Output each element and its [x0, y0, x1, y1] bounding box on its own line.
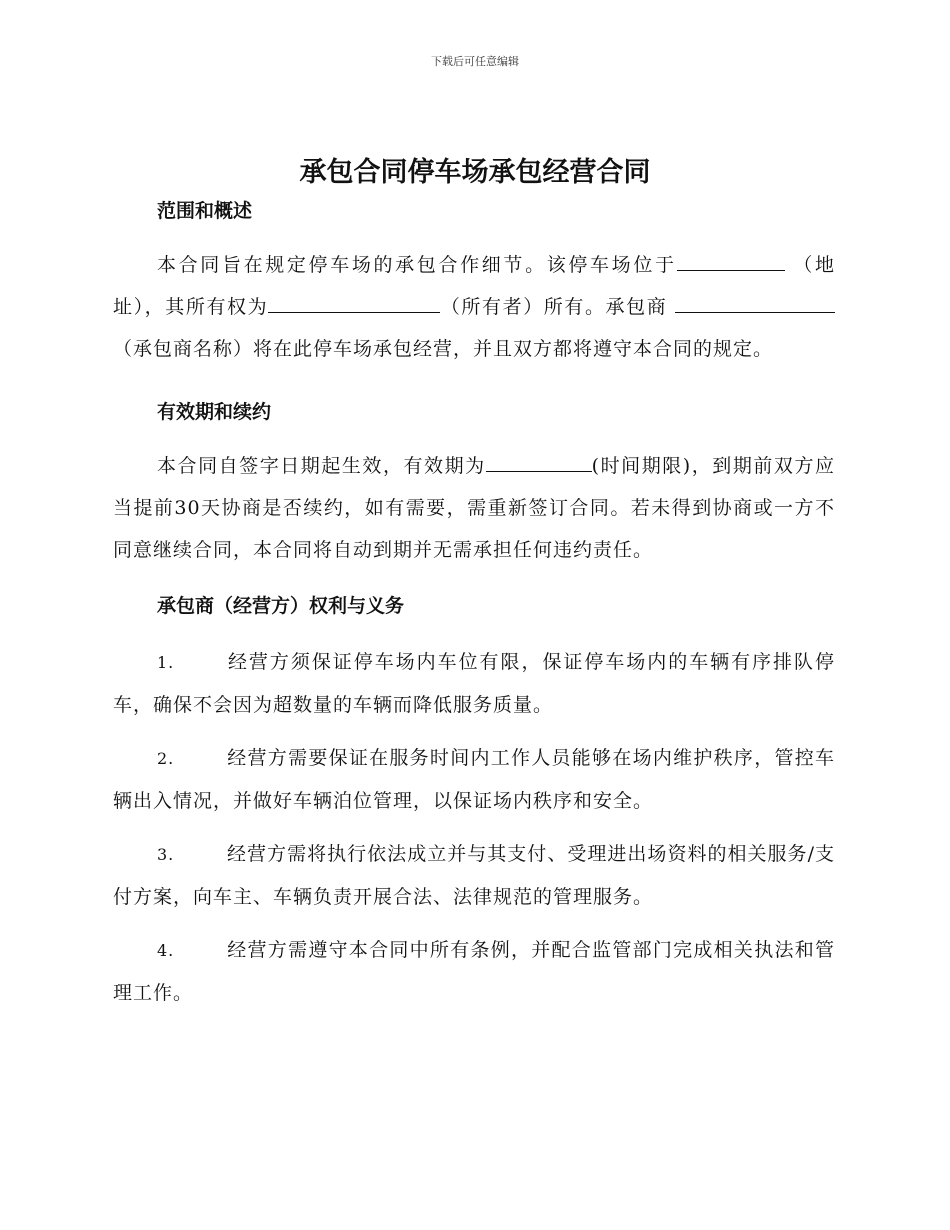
header-note: 下载后可任意编辑 — [431, 55, 519, 68]
list-item-text: 经营方须保证停车场内车位有限，保证停车场内的车辆有序排队停车，确保不会因为超数量的车辆而降低服务质量。 — [113, 651, 835, 716]
section-heading-term: 有效期和续约 — [157, 401, 272, 423]
blank-address[interactable] — [677, 248, 785, 271]
blank-contractor-name[interactable] — [675, 290, 835, 313]
list-item-text: 经营方需将执行依法成立并与其支付、受理进出场资料的相关服务/支付方案，向车主、车辆负责开展合法、法律规范的管理服务。 — [113, 843, 835, 908]
section-heading-obligations: 承包商（经营方）权利与义务 — [157, 595, 405, 617]
list-item-text: 经营方需要保证在服务时间内工作人员能够在场内维护秩序，管控车辆出入情况，并做好车辆泊位管理，以保证场内秩序和安全。 — [113, 747, 835, 812]
section-paragraph-term — [113, 445, 835, 571]
list-item — [113, 641, 835, 726]
paragraph-text: （所有者）所有。承包商 — [440, 296, 668, 318]
list-item — [113, 737, 835, 822]
paragraph-text: 本合同自签字日期起生效，有效期为 — [157, 455, 486, 477]
list-item — [113, 929, 835, 1014]
list-item-number: 3. — [157, 845, 175, 864]
paragraph-text: 本合同旨在规定停车场的承包合作细节。该停车场位于 — [157, 254, 677, 276]
document-body — [113, 196, 835, 1014]
list-item — [113, 833, 835, 918]
list-item-number: 2. — [157, 749, 175, 768]
blank-owner[interactable] — [268, 290, 440, 313]
paragraph-text: （地址），其所有权为 — [113, 254, 835, 318]
paragraph-text: （承包商名称）将在此停车场承包经营，并且双方都将遵守本合同的规定。 — [113, 338, 774, 360]
paragraph-text: (时间期限)，到期前双方应当提前30天协商是否续约，如有需要，需重新签订合同。若未得到协商或一方不同意继续合同，本合同将自动到期并无需承担任何违约责任。 — [113, 455, 835, 561]
list-item-text: 经营方需遵守本合同中所有条例，并配合监管部门完成相关执法和管理工作。 — [113, 939, 835, 1004]
section-paragraph-scope — [113, 244, 835, 370]
document-title: 承包合同停车场承包经营合同 — [299, 157, 651, 188]
list-item-number: 4. — [157, 941, 175, 960]
list-item-number: 1. — [157, 653, 175, 672]
section-heading-scope: 范围和概述 — [157, 200, 253, 222]
blank-term[interactable] — [486, 449, 592, 472]
